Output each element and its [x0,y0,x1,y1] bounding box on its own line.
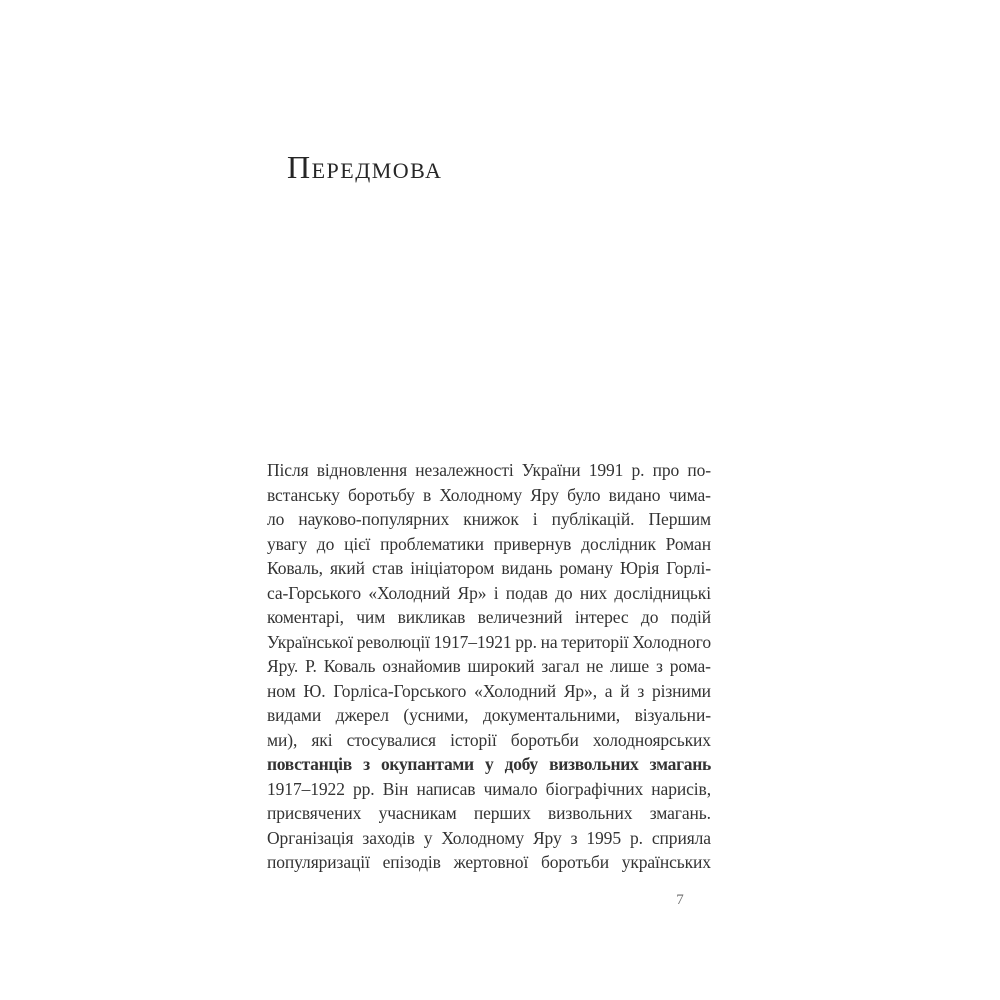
text-line: Коваль, який став ініціатором видань роману Юрія Горлі- [267,558,711,578]
text-line: встанську боротьбу в Холодному Яру було видано чима- [267,484,711,505]
chapter-title: Передмова [287,149,443,185]
text-line: Української революції 1917–1921 рр. на території Холодного [267,631,711,652]
text-line: Організація заходів у Холодному Яру з 1995 р. сприяла [267,827,711,848]
text-line: популяризації епізодів жертовної боротьби українських [267,852,711,872]
text-line-emphasized: повстанців з окупантами у добу визвольних змагань [267,754,711,774]
page-number: 7 [676,892,684,908]
text-line: ном Ю. Горліса-Горського «Холодний Яр», а й з різними [267,680,711,701]
text-line: присвячених учасникам перших визвольних змагань. [267,803,711,823]
text-line: Після відновлення незалежності України 1991 р. про по- [267,460,711,480]
text-line: видами джерел (усними, документальними, візуальни- [267,705,711,725]
text-line: ми), які стосувалися історії боротьби холодноярських [267,729,711,750]
text-line: увагу до цієї проблематики привернув дослідник Роман [267,533,711,554]
text-line: Яру. Р. Коваль ознайомив широкий загал не лише з рома- [267,656,711,676]
text-line: ло науково-популярних книжок і публікацій. Першим [267,509,711,529]
body-text-block [267,458,711,875]
text-line: 1917–1922 рр. Він написав чимало біографічних нарисів, [267,778,711,799]
text-line: са-Горського «Холодний Яр» і подав до них дослідницькі [267,582,711,603]
text-line: коментарі, чим викликав величезний інтерес до подій [267,607,711,627]
